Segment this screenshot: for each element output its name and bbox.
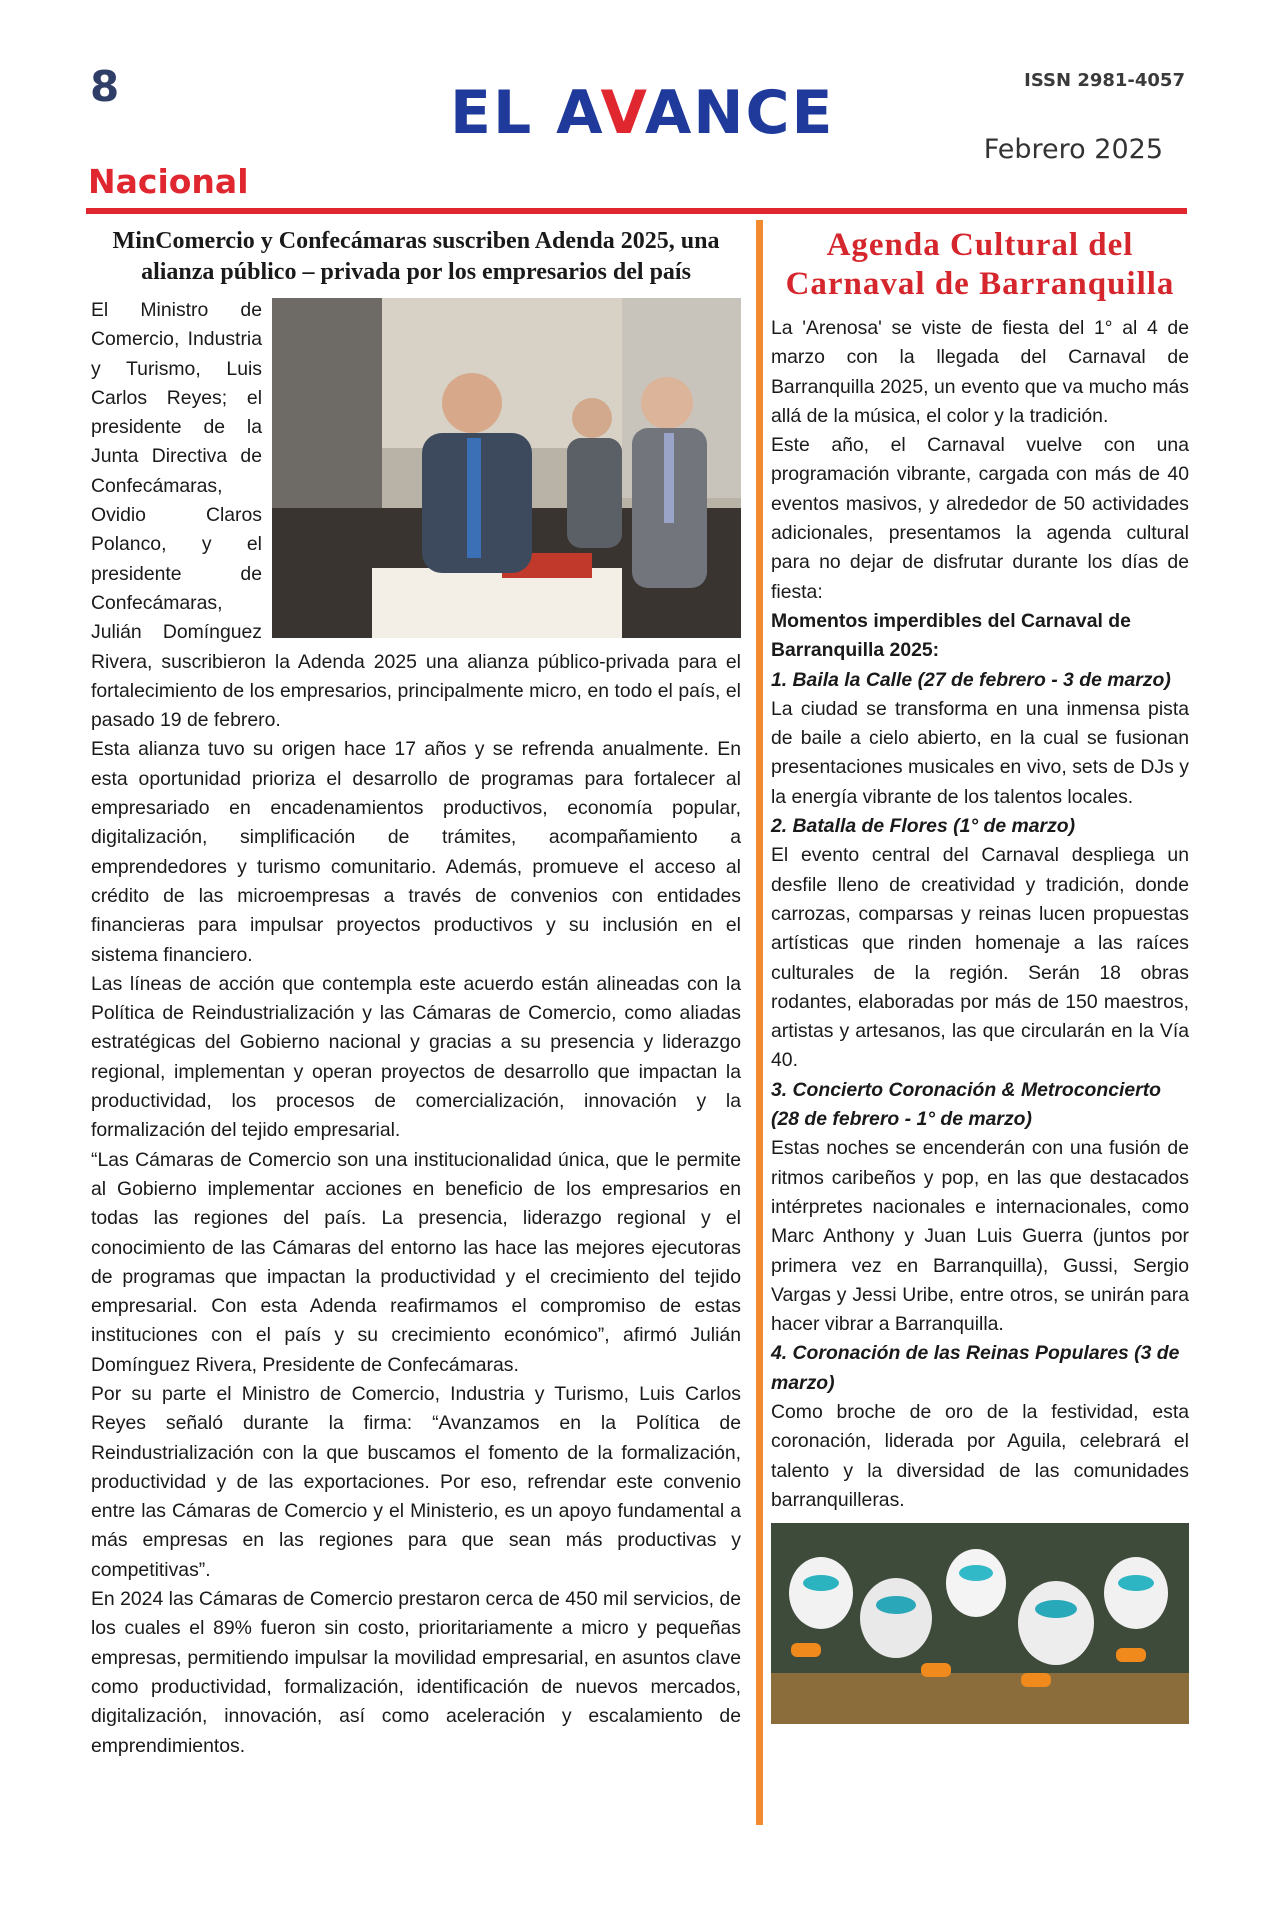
- left-paragraph: En 2024 las Cámaras de Comercio prestaron cerca de 450 mil servicios, de los cuales el 89% fueron sin costo, prioritariamente a micro y pequeñas empresas, permitiendo impulsar la movilidad empresarial, en asuntos clave como productividad, formalización, identificación de nuevos mercados, digitalización, innovación, así como aceleración y escalamiento de emprendimientos.: [91, 1588, 741, 1757]
- left-paragraph: Las líneas de acción que contempla este acuerdo están alineadas con la Política de Reindustrialización y las Cámaras de Comercio, como aliadas estratégicas del Gobierno nacional y gracias a su presencia y liderazgo regional, implementan y operan proyectos de desarrollo que impactan la productividad, los procesos de comercialización, innovación y la formalización del tejido empresarial.: [91, 972, 741, 1142]
- agenda-item-title: 2. Batalla de Flores (1° de marzo): [771, 815, 1076, 838]
- right-title-line1: Agenda Cultural del: [826, 227, 1134, 263]
- agenda-item-title: 1. Baila la Calle (27 de febrero - 3 de marzo): [771, 668, 1171, 691]
- agenda-item-text: El evento central del Carnaval despliega un desfile lleno de creatividad y tradición, donde carrozas, comparsas y reinas lucen propuestas artísticas que rinden homenaje a las raíces culturales de la región. Serán 18 obras rodantes, elaboradas por más de 150 maestros, artistas y artesanos, las que circularán en la Vía 40.: [771, 844, 1189, 1072]
- logo-part2: ANCE: [644, 78, 835, 148]
- issn-number: ISSN 2981-4057: [1024, 70, 1185, 91]
- right-article-title: [771, 226, 1189, 304]
- column-divider: [756, 220, 763, 1825]
- left-paragraph: “Las Cámaras de Comercio son una institucionalidad única, que le permite al Gobierno implementar acciones en beneficio de los empresarios en todas las regiones del país. La presencia, liderazgo regional y el conocimiento de las Cámaras del entorno las hace las mejores ejecutoras de programas que impactan la productividad y el crecimiento del tejido empresarial. Con esta Adenda reafirmamos el compromiso de estas instituciones con el país y su crecimiento económico”, afirmó Julián Domínguez Rivera, Presidente de Confecámaras.: [91, 1148, 741, 1376]
- carnival-dancers-photo: [771, 1523, 1189, 1724]
- agenda-item-title: 3. Concierto Coronación & Metroconcierto (28 de febrero - 1° de marzo): [771, 1078, 1162, 1131]
- left-paragraph: Esta alianza tuvo su origen hace 17 años y se refrenda anualmente. En esta oportunidad prioriza el desarrollo de programas para fortalecer al empresariado en encadenamientos productivos, economía popular, digitalización, simplificación de trámites, acompañamiento a emprendedores y turismo comunitario. Además, promueve el acceso al crédito de las microempresas a través de convenios con entidades financieras para impulsar proyectos productivos y su inclusión en el sistema financiero.: [91, 738, 741, 966]
- header-divider: [86, 208, 1187, 214]
- left-article-title: MinComercio y Confecámaras suscriben Adenda 2025, una alianza público – privada por los empresarios del país: [112, 228, 720, 285]
- agenda-item-text: Como broche de oro de la festividad, esta coronación, liderada por Aguila, celebrará el talento y la diversidad de las comunidades barranquilleras.: [771, 1400, 1189, 1511]
- right-subheading: Momentos imperdibles del Carnaval de Barranquilla 2025:: [771, 609, 1131, 662]
- left-paragraph: El Ministro de Comercio, Industria y Turismo, Luis Carlos Reyes; el presidente de la Junta Directiva de Confecámaras, Ovidio Claros Polanco, y el presidente de Confecámaras, Julián Domínguez Rivera, suscribieron la Adenda 2025 una alianza público-privada para el fortalecimiento de los empresarios, principalmente micro, en todo el país, el pasado 19 de febrero.: [91, 299, 741, 732]
- left-article: [91, 226, 741, 1761]
- agenda-item-text: La ciudad se transforma en una inmensa pista de baile a cielo abierto, en la cual se fusionan presentaciones musicales en vivo, sets de DJs y la energía vibrante de los talentos locales.: [771, 697, 1189, 808]
- agenda-item-title: 4. Coronación de las Reinas Populares (3 de marzo): [771, 1342, 1180, 1394]
- logo-part1: EL A: [450, 78, 601, 148]
- right-paragraph: La 'Arenosa' se viste de fiesta del 1° al 4 de marzo con la llegada del Carnaval de Barranquilla 2025, un evento que va mucho más allá de la música, el color y la tradición.: [771, 317, 1189, 427]
- signing-ceremony-photo: [272, 298, 741, 638]
- page-number: 8: [90, 62, 120, 111]
- issue-date: Febrero 2025: [983, 134, 1163, 165]
- section-title: Nacional: [88, 162, 249, 201]
- right-title-line2: Carnaval de Barranquilla: [785, 266, 1175, 302]
- left-paragraph: Por su parte el Ministro de Comercio, Industria y Turismo, Luis Carlos Reyes señaló durante la firma: “Avanzamos en la Política de Reindustrialización con la que buscamos el fomento de la formalización, productividad y de las exportaciones. Por eso, refrendar este convenio entre las Cámaras de Comercio y el Ministerio, es un apoyo fundamental a más empresas en las regiones para que sean más productivas y competitivas”.: [91, 1382, 741, 1581]
- right-article: [771, 226, 1189, 1724]
- agenda-item-text: Estas noches se encenderán con una fusión de ritmos caribeños y pop, en las que destacados intérpretes nacionales e internacionales, como Marc Anthony y Juan Luis Guerra (juntos por primera vez en Barranquilla), Gussi, Sergio Vargas y Jessi Uribe, entre otros, se unirán para hacer vibrar a Barranquilla.: [771, 1137, 1189, 1336]
- newspaper-logo: [450, 78, 835, 148]
- logo-accent: V: [600, 78, 645, 148]
- right-paragraph: Este año, el Carnaval vuelve con una programación vibrante, cargada con más de 40 eventos masivos, y alrededor de 50 actividades adicionales, presentamos la agenda cultural para no dejar de disfrutar durante los días de fiesta:: [771, 434, 1189, 603]
